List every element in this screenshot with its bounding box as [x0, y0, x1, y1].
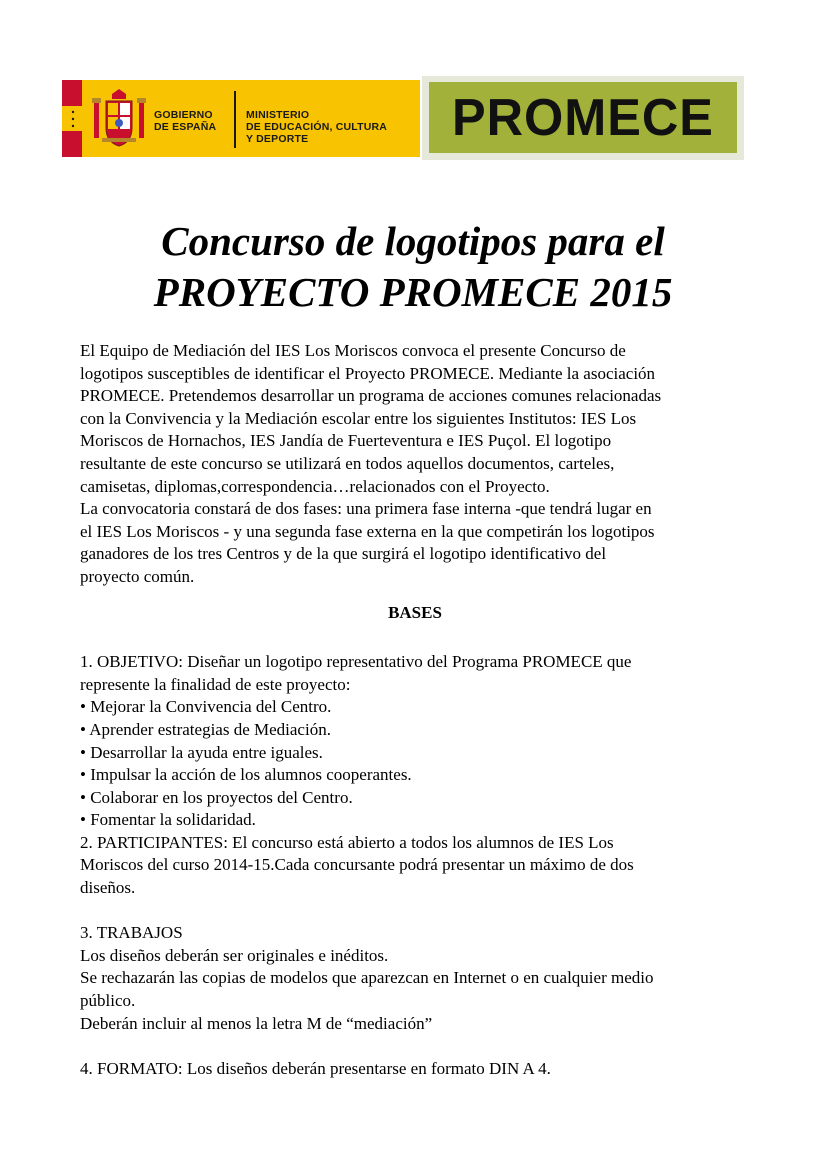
promece-logo-text: PROMECE — [452, 88, 714, 147]
eu-stars-icon — [68, 110, 78, 128]
list-item: • Mejorar la Convivencia del Centro. — [80, 697, 332, 717]
list-item: • Colaborar en los proyectos del Centro. — [80, 787, 353, 807]
page-title: Concurso de logotipos para el PROYECTO PROMECE 2015 — [153, 218, 673, 315]
government-logo-banner — [62, 80, 420, 157]
intro-paragraph: El Equipo de Mediación del IES Los Moriscos convoca el presente Concurso de logotipos susceptibles de identificar el Proyecto PROMECE. Mediante la asociación PROMECE. Pretendemos desarrollar un programa de acciones comunes relacionadas con la Convivencia y la Mediación escolar entre los siguientes Institutos: IES Los Moriscos de Hornachos, IES Jandía de Fuerteventura e IES Puçol. El logotipo resultante de este concurso se utilizará en todos aquellos documentos, carteles, camisetas, diplomas,correspondencia…relacionados con el Proyecto. La convocatoria constará de dos fases: una primera fase interna -que tendrá lugar en el IES Los Moriscos - y una segunda fase externa en la que competirán los logotipos ganadores de los tres Centros y de la que surgirá el logotipo identificativo del proyecto común. — [80, 341, 662, 586]
ministry-label: MINISTERIO DE EDUCACIÓN, CULTURA Y DEPORTE — [246, 109, 388, 145]
bases-heading: BASES — [388, 602, 442, 622]
list-item: • Desarrollar la ayuda entre iguales. — [80, 742, 323, 762]
banner-divider — [234, 91, 236, 148]
list-item: • Aprender estrategias de Mediación. — [80, 719, 331, 739]
section-participantes: 2. PARTICIPANTES: El concurso está abierto a todos los alumnos de IES Los Moriscos del curso 2014-15.Cada concursante podrá presentar un máximo de dos diseños. — [80, 832, 634, 898]
section-objetivo: 1. OBJETIVO: Diseñar un logotipo representativo del Programa PROMECE que represente la finalidad de este proyecto: • Mejorar la Convivencia del Centro. • Aprender estrategias de Mediación. • Desarrollar la ayuda entre iguales. • Impulsar la acción de los alumnos cooperantes. • Colaborar en los proyectos del Centro. • Fomentar la solidaridad. — [80, 651, 750, 832]
government-label: GOBIERNO DE ESPAÑA — [154, 109, 217, 133]
promece-logo — [422, 76, 744, 160]
section-formato: 4. FORMATO: Los diseños deberán presentarse en formato DIN A 4. — [80, 1058, 551, 1078]
section-trabajos: 3. TRABAJOS Los diseños deberán ser originales e inéditos. Se rechazarán las copias de modelos que aparezcan en Internet o en cualquier medio público. Deberán incluir al menos la letra M de “mediación” — [80, 923, 654, 1033]
list-item: • Fomentar la solidaridad. — [80, 810, 256, 830]
coat-of-arms-icon — [90, 88, 148, 150]
list-item: • Impulsar la acción de los alumnos cooperantes. — [80, 765, 412, 785]
spanish-flag-strip — [62, 80, 82, 157]
document-body — [80, 340, 750, 1080]
